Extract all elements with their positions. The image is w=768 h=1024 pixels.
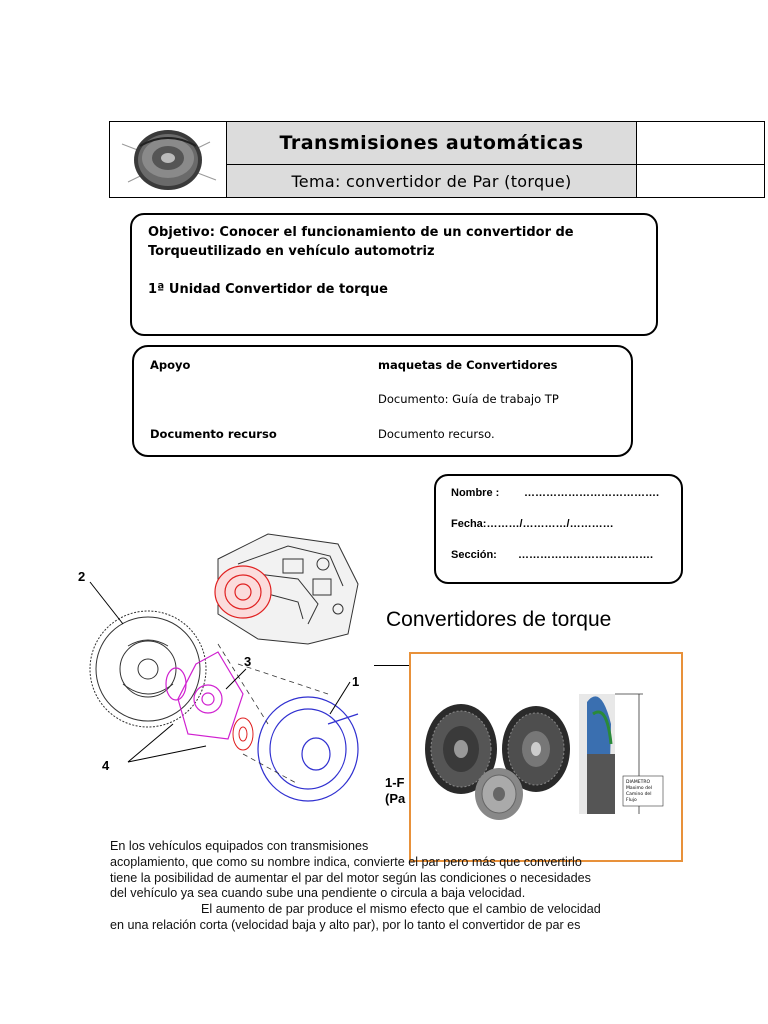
torque-converter — [258, 697, 358, 801]
diameter-label: Flujo — [626, 798, 637, 803]
blank-cell — [637, 122, 764, 165]
blank-cell — [637, 165, 764, 197]
objective-text: Objetivo: Conocer el funcionamiento de un convertidor de — [148, 225, 574, 240]
objective-text: Torqueutilizado en vehículo automotriz — [148, 244, 435, 259]
section-title: Convertidores de torque — [386, 608, 612, 631]
section-label: Sección: — [451, 549, 497, 561]
callout-1: 1 — [352, 674, 360, 689]
resource-label: Documento recurso — [150, 427, 277, 441]
resource-value: Documento recurso. — [378, 427, 495, 441]
converter-in-housing — [215, 566, 271, 618]
transmission-diagram — [68, 524, 374, 808]
partial-heading-line: 1-F — [385, 775, 405, 790]
body-text-line: acoplamiento, que como su nombre indica, convierte el par pero más que convertirlo — [110, 855, 582, 869]
converter-photo-image — [411, 654, 681, 860]
body-text-line: tiene la posibilidad de aumentar el par del motor según las condiciones o necesidades — [110, 871, 591, 885]
callout-2: 2 — [78, 569, 86, 584]
date-field[interactable]: Fecha:………/…………/………… — [451, 518, 614, 530]
diameter-label: DIAMETRO — [626, 780, 651, 785]
support-value: maquetas de Convertidores — [378, 358, 558, 372]
flywheel — [90, 611, 206, 727]
body-text-line: El aumento de par produce el mismo efecto que el cambio de velocidad — [201, 902, 601, 916]
adapter-plate — [233, 718, 253, 750]
section-field[interactable]: ………………………………. — [518, 549, 654, 561]
stator-photo — [475, 768, 523, 820]
diameter-label: Camino del — [626, 792, 652, 797]
unit-title: 1ª Unidad Convertidor de torque — [148, 282, 388, 297]
flex-plate — [166, 652, 243, 739]
partial-heading — [385, 775, 405, 807]
support-box — [132, 345, 633, 457]
callout-4: 4 — [102, 758, 110, 773]
objective-box — [130, 213, 658, 336]
name-field[interactable]: ………………………………. — [524, 487, 660, 499]
student-info-box — [434, 474, 683, 584]
exploded-diagram — [68, 524, 374, 808]
document-title: Transmisiones automáticas — [227, 122, 637, 165]
support-label: Apoyo — [150, 358, 191, 372]
header-table — [109, 121, 765, 198]
support-document: Documento: Guía de trabajo TP — [378, 392, 559, 406]
divider — [374, 665, 414, 666]
body-text-line: en una relación corta (velocidad baja y alto par), por lo tanto el convertidor de par es — [110, 918, 581, 932]
body-text-line: En los vehículos equipados con transmisiones — [110, 839, 369, 853]
name-label: Nombre : — [451, 487, 500, 499]
document-topic: Tema: convertidor de Par (torque) — [227, 165, 637, 197]
partial-heading-line: (Pa — [385, 791, 406, 806]
callout-3: 3 — [244, 654, 252, 669]
converter-photo — [409, 652, 683, 862]
diameter-label: Maximo del — [626, 786, 652, 791]
torque-converter-logo — [110, 122, 227, 197]
logo-cell — [110, 122, 227, 197]
cutaway-diagram — [579, 694, 663, 814]
body-text-line: del vehículo ya sea cuando sube una pendiente o circula a baja velocidad. — [110, 886, 526, 900]
